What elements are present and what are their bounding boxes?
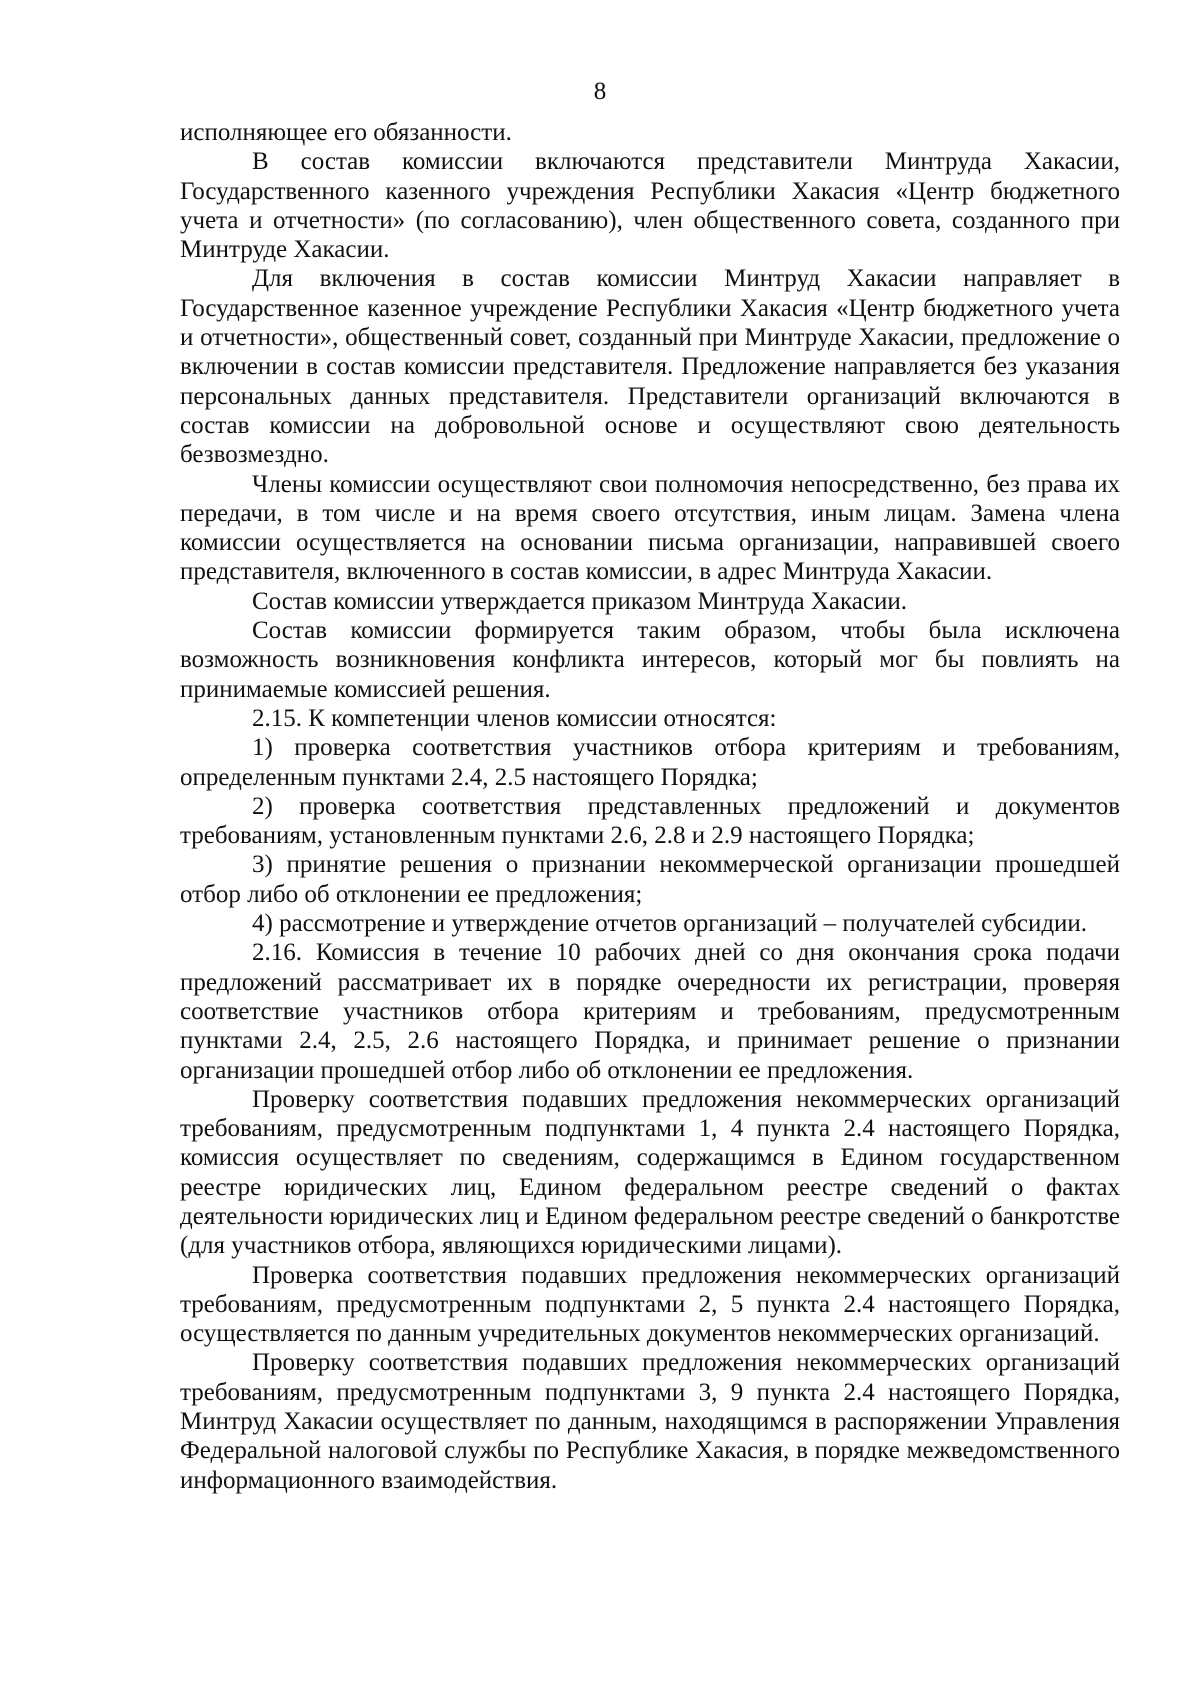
paragraph-commission-members: В состав комиссии включаются представители Минтруда Хакасии, Государственного казенного учреждения Республики Хакасия «Центр бюджетного учета и отчетности» (по согласованию), член общественного совета, созданного при Минтруде Хакасии. <box>180 148 1120 264</box>
paragraph-check-registries: Проверку соответствия подавших предложения некоммерческих организаций требованиям, предусмотренным подпунктами 1, 4 пункта 2.4 настоящего Порядка, комиссия осуществляет по сведениям, содержащимся в Едином государственном реестре юридических лиц, Едином федеральном реестре сведений о фактах деятельности юридических лиц и Едином федеральном реестре сведений о банкротстве (для участников отбора, являющихся юридическими лицами). <box>180 1085 1120 1260</box>
list-item-4: 4) рассмотрение и утверждение отчетов организаций – получателей субсидии. <box>252 910 1088 938</box>
list-item-1: 1) проверка соответствия участников отбора критериям и требованиям, определенным пунктами 2.4, 2.5 настоящего Порядка; <box>180 734 1120 791</box>
paragraph-check-founding-documents: Проверка соответствия подавших предложения некоммерческих организаций требованиям, предусмотренным подпунктами 2, 5 пункта 2.4 настоящего Порядка, осуществляется по данным учредительных документов некоммерческих организаций. <box>180 1261 1120 1348</box>
page-number: 8 <box>593 78 607 105</box>
paragraph-check-tax-service: Проверку соответствия подавших предложения некоммерческих организаций требованиям, предусмотренным подпунктами 3, 9 пункта 2.4 настоящего Порядка, Минтруд Хакасии осуществляет по данным, находящимся в распоряжении Управления Федеральной налоговой службы по Республике Хакасия, в порядке межведомственного информационного взаимодействия. <box>180 1349 1120 1494</box>
list-item-2: 2) проверка соответствия представленных предложений и документов требованиям, установленным пунктами 2.6, 2.8 и 2.9 настоящего Порядка; <box>180 792 1120 850</box>
paragraph-member-powers: Члены комиссии осуществляют свои полномочия непосредственно, без права их передачи, в том числе и на время своего отсутствия, иным лицам. Замена члена комиссии осуществляется на основании письма организации, направившей своего представителя, включенного в состав комиссии, в адрес Минтруда Хакасии. <box>180 470 1120 586</box>
paragraph-inclusion-procedure: Для включения в состав комиссии Минтруд Хакасии направляет в Государственное казенное учреждение Республики Хакасия «Центр бюджетного учета и отчетности», общественный совет, созданный при Минтруде Хакасии, предложение о включении в состав комиссии представителя. Предложение направляется без указания персональных данных представителя. Представители организаций включаются в состав комиссии на добровольной основе и осуществляют свою деятельность безвозмездно. <box>180 265 1120 469</box>
paragraph-conflict-of-interest: Состав комиссии формируется таким образом, чтобы была исключена возможность возникновения конфликта интересов, который мог бы повлиять на принимаемые комиссией решения. <box>180 617 1120 703</box>
paragraph-composition-approval: Состав комиссии утверждается приказом Минтруда Хакасии. <box>252 587 907 615</box>
document-body <box>180 118 1120 1495</box>
paragraph-clause-2-15: 2.15. К компетенции членов комиссии относятся: <box>252 704 777 732</box>
paragraph-continuation: исполняющее его обязанности. <box>180 119 512 146</box>
list-item-3: 3) принятие решения о признании некоммерческой организации прошедшей отбор либо об отклонении ее предложения; <box>180 851 1120 908</box>
paragraph-clause-2-16: 2.16. Комиссия в течение 10 рабочих дней со дня окончания срока подачи предложений рассматривает их в порядке очередности их регистрации, проверяя соответствие участников отбора критериям и требованиям, предусмотренным пунктами 2.4, 2.5, 2.6 настоящего Порядка, и принимает решение о признании организации прошедшей отбор либо об отклонении ее предложения. <box>180 939 1120 1084</box>
